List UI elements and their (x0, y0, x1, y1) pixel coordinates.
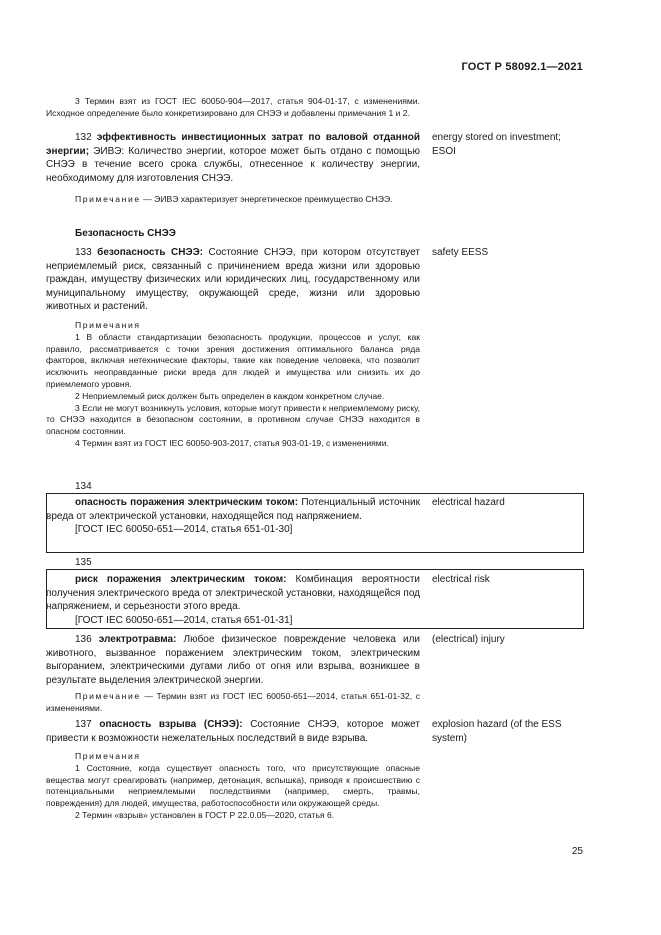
entry-number: 137 (75, 719, 92, 730)
note-text: — ЭИВЭ характеризует энергетическое преимущество СНЭЭ. (140, 194, 393, 204)
definition: Комбинация вероятности получения электрического вреда от электрической установки, находящейся под напряжением, и серьезности этого вреда. (46, 574, 420, 612)
entry-number: 133 (75, 247, 92, 258)
entry-number: 136 (75, 634, 92, 645)
entry-135 (46, 573, 420, 627)
entry-134-english: electrical hazard (432, 497, 505, 508)
note-2: 2 Неприемлемый риск должен быть определен в каждом конкретном случае. (75, 390, 385, 401)
source-reference: [ГОСТ IEC 60050-651—2014, статья 651-01-31] (75, 614, 293, 626)
notes-label: Примечания (75, 751, 141, 761)
note-label: Примечание (75, 194, 141, 204)
term: опасность поражения электрическим током: (75, 497, 299, 508)
notes-label: Примечания (75, 320, 141, 330)
entry-135-english: electrical risk (432, 574, 490, 585)
note-4: 4 Термин взят из ГОСТ IEC 60050-903-2017, статья 903-01-19, с изменениями. (75, 437, 389, 448)
note-1: 1 Состояние, когда существует опасность того, что присутствующие опасные вещества могут среагировать (например, детонация, вспышка), приводя к происшествию с потенциальными неприемлемыми последствиями (например, смерть, травмы, повреждения) для людей, имущества, работоспособности или окружающей среды. (46, 762, 420, 809)
entry-137-notes (46, 751, 420, 822)
entry-133 (46, 246, 420, 314)
source-reference: [ГОСТ IEC 60050-651—2014, статья 651-01-30] (75, 524, 293, 535)
note-3: 3 Если не могут возникнуть условия, которые могут привести к неприемлемому риску, то СНЭЭ находится в безопасном состоянии, в противном случае СНЭЭ находится в опасном состоянии. (46, 402, 420, 437)
entry-136-note (46, 691, 420, 715)
term: опасность взрыва (СНЭЭ): (99, 719, 243, 730)
entry-132-note (46, 194, 420, 206)
note-1: 1 В области стандартизации безопасность продукции, процессов и услуг, как правило, рассматривается с точки зрения достижения оптимального баланса ряда факторов, включая нетехнические факторы, такие как поведение человека, что позволит исключить неоправданные риски вреда для людей и имущества или снизить их до приемлемого уровня. (46, 331, 420, 389)
definition: Состояние СНЭЭ, при котором отсутствует неприемлемый риск, связанный с причинением вреда жизни или здоровью граждан, имуществу физических или юридических лиц, государственному или муниципальному имуществу, окружающей среде, жизни или здоровью животных и растений. (46, 247, 420, 312)
entry-137 (46, 718, 420, 745)
entry-132 (46, 131, 420, 185)
note-text: — Термин взят из ГОСТ IEC 60050-651—2014, статья 651-01-32, с изменениями. (46, 691, 420, 713)
definition: Состояние СНЭЭ, которое может привести к возможности нежелательных последствий в виде взрыва. (46, 719, 420, 744)
entry-133-english: safety EESS (432, 247, 489, 258)
definition: Потенциальный источник вреда от электрической установки, находящейся под напряжением. (46, 497, 420, 522)
note-3-top: 3 Термин взят из ГОСТ IEC 60050-904—2017, статья 904-01-17, с изменениями. Исходное определение было конкретизировано для СНЭЭ и добавлены примечания 1 и 2. (46, 96, 420, 118)
entry-number: 132 (75, 132, 92, 143)
section-title: Безопасность СНЭЭ (75, 228, 176, 239)
entry-134 (46, 496, 420, 537)
page-number: 25 (571, 846, 583, 857)
entry-133-notes (46, 320, 420, 450)
entry-132-english: energy stored on investment; ESOI (432, 132, 561, 157)
note-label: Примечание (75, 691, 141, 701)
note-2: 2 Термин «взрыв» установлен в ГОСТ Р 22.0.05—2020, статья 6. (75, 809, 335, 820)
term: эффективность инвестиционных затрат по валовой отданной энергии; (46, 132, 420, 157)
entry-134-number-row: 134 (75, 481, 92, 492)
term: безопасность СНЭЭ: (97, 247, 204, 258)
entry-136 (46, 633, 420, 687)
entry-137-english: explosion hazard (of the ESS system) (432, 719, 562, 744)
definition: ЭИВЭ: Количество энергии, которое может быть отдано с помощью СНЭЭ в течение всего срока службы, отнесенное к количеству энергии, необходимому для изготовления СНЭЭ. (46, 145, 420, 184)
term: риск поражения электрическим током: (75, 574, 287, 585)
entry-135-number-row: 135 (75, 557, 92, 568)
definition: Любое физическое повреждение человека или животного, вызванное поражением электрическим током, электрическим выгоранием, электрическими дугами либо от огня или взрыва, возникшее в результате выделения электрической энергии. (46, 634, 420, 686)
standard-header: ГОСТ Р 58092.1—2021 (461, 61, 583, 73)
entry-136-english: (electrical) injury (432, 634, 505, 645)
term: электротравма: (98, 634, 177, 645)
